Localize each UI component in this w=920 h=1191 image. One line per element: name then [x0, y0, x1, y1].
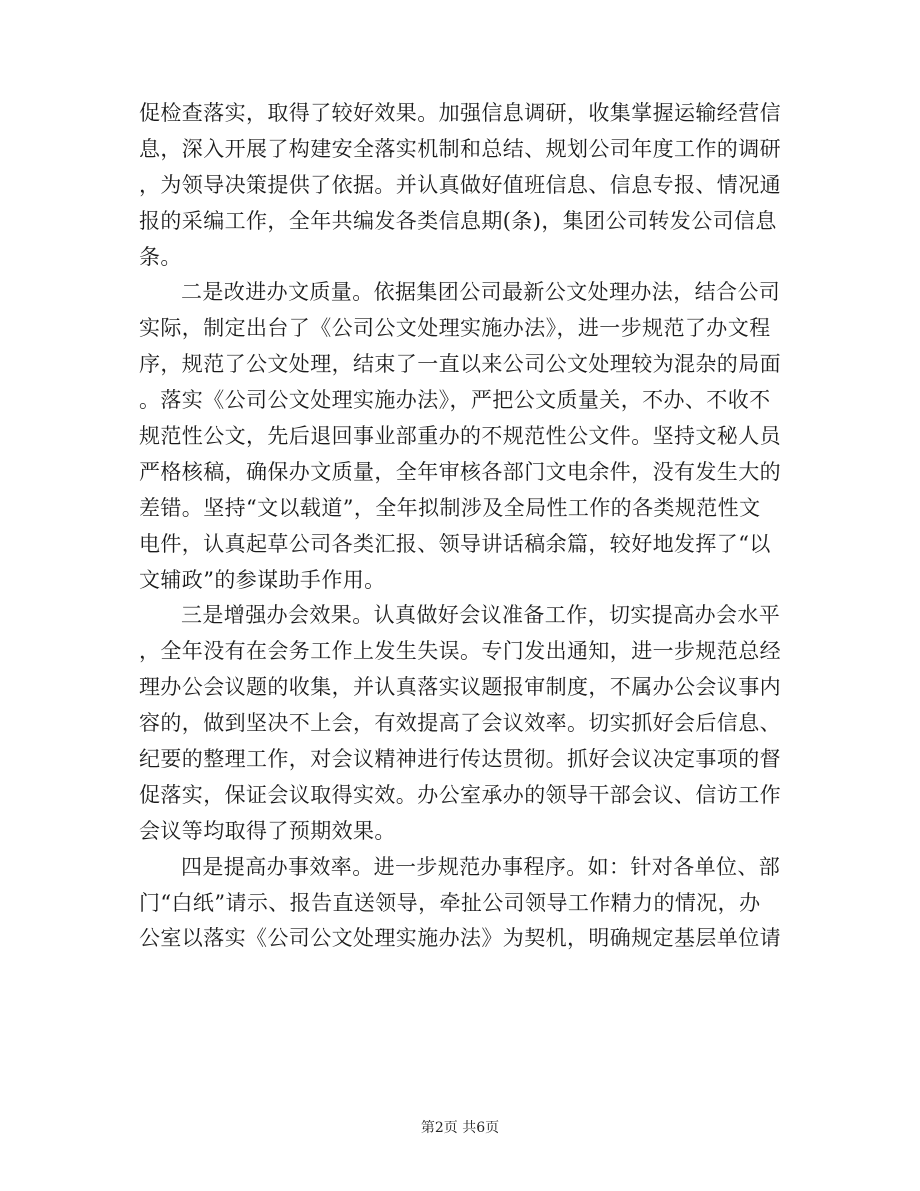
page-footer — [0, 1117, 920, 1137]
text-line: 门“白纸”请示、报告直送领导，牵扯公司领导工作精力的情况，办 — [139, 890, 761, 915]
text-line: 严格核稿，确保办文质量，全年审核各部门文电余件，没有发生大的 — [139, 459, 781, 484]
text-line: 纪要的整理工作，对会议精神进行传达贯彻。抓好会议决定事项的督 — [139, 747, 781, 772]
text-line: 四是提高办事效率。进一步规范办事程序。如：针对各单位、部 — [181, 854, 781, 879]
text-line: ，全年没有在会务工作上发生失误。专门发出通知，进一步规范总经 — [139, 639, 781, 664]
text-line: 规范性公文，先后退回事业部重办的不规范性公文件。坚持文秘人员 — [139, 424, 781, 449]
text-line: 公室以落实《公司公文处理实施办法》为契机，明确规定基层单位请 — [139, 926, 781, 951]
text-line: 容的，做到坚决不上会，有效提高了会议效率。切实抓好会后信息、 — [139, 711, 781, 736]
text-line: 文辅政”的参谋助手作用。 — [139, 567, 386, 592]
text-line: 二是改进办文质量。依据集团公司最新公文处理办法，结合公司 — [181, 280, 781, 305]
text-line: 电件，认真起草公司各类汇报、领导讲话稿余篇，较好地发挥了“以 — [139, 531, 771, 556]
text-line: ，为领导决策提供了依据。并认真做好值班信息、信息专报、情况通 — [139, 172, 781, 197]
text-line: 会议等均取得了预期效果。 — [139, 818, 396, 843]
document-body — [139, 96, 781, 957]
text-line: 促检查落实，取得了较好效果。加强信息调研，收集掌握运输经营信 — [139, 101, 781, 125]
page-number-label: 第2页 共6页 — [420, 1120, 500, 1136]
text-line: 条。 — [139, 244, 182, 269]
text-line: 促落实，保证会议取得实效。办公室承办的领导干部会议、信访工作 — [139, 782, 781, 807]
text-line: 。落实《公司公文处理实施办法》，严把公文质量关，不办、不收不 — [139, 388, 771, 413]
text-line: 差错。坚持“文以载道”，全年拟制涉及全局性工作的各类规范性文 — [139, 495, 761, 520]
text-line: 报的采编工作，全年共编发各类信息期(条)，集团公司转发公司信息 — [139, 208, 777, 233]
text-line: 实际，制定出台了《公司公文处理实施办法》，进一步规范了办文程 — [139, 316, 771, 341]
text-line: 三是增强办会效果。认真做好会议准备工作，切实提高办会水平 — [181, 603, 781, 628]
text-line: 息，深入开展了构建安全落实机制和总结、规划公司年度工作的调研 — [139, 136, 781, 161]
text-line: 理办公会议题的收集，并认真落实议题报审制度，不属办公会议事内 — [139, 675, 781, 700]
text-line: 序，规范了公文处理，结束了一直以来公司公文处理较为混杂的局面 — [139, 352, 781, 377]
